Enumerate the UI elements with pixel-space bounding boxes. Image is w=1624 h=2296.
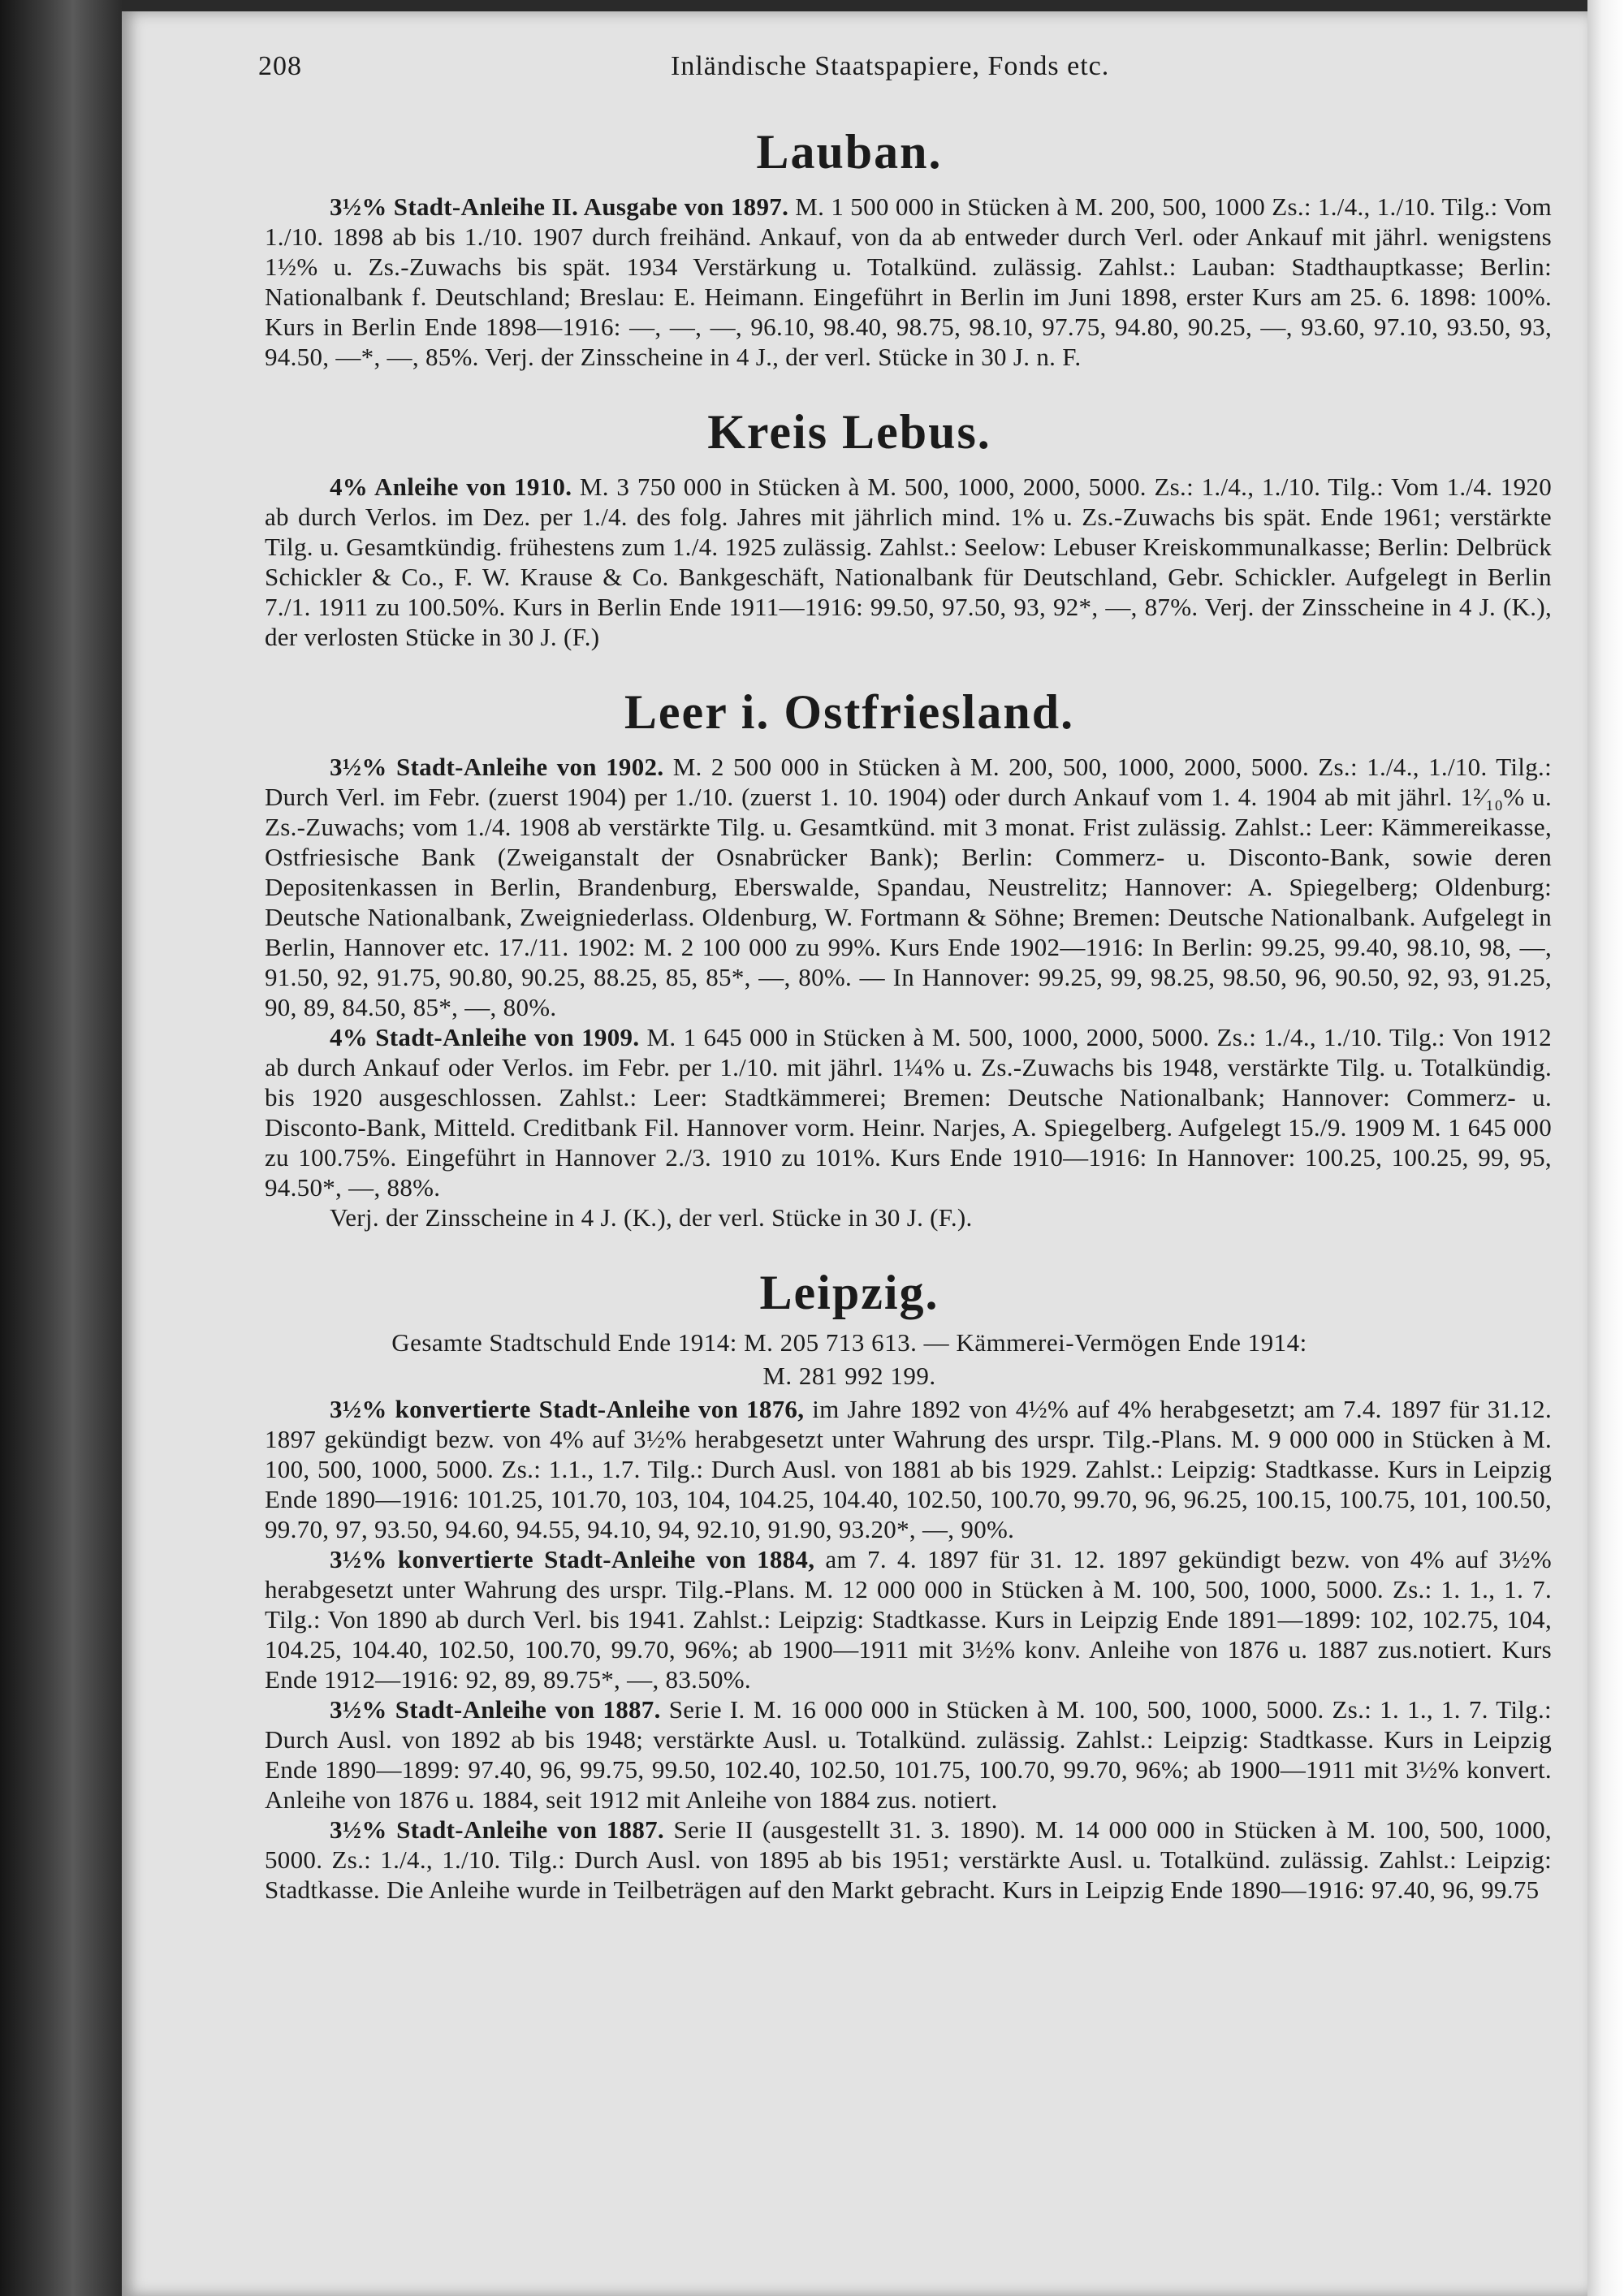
entry-heading: 3½% konvertierte Stadt-Anleihe von 1884, xyxy=(330,1545,815,1573)
entry-body: M. 1 500 000 in Stücken à M. 200, 500, 1000 Zs.: 1./4., 1./10. Tilg.: Vom 1./10. 1898 ab bis 1./10. 1907 durch freihänd. Ankauf, von da ab entweder durch Verl. oder Ankauf mit jährl. wenigstens 1½% u. Zs.-Zuwachs bis spät. 1934 Verstärkung u. Totalkünd. zulässig. Zahlst.: Lauban: Stadthauptkasse; Berlin: Nationalbank f. Deutschland; Breslau: E. Heimann. Eingeführt in Berlin im Juni 1898, erster Kurs am 25. 6. 1898: 100%. Kurs in Berlin Ende 1898—1916: —, —, —, 96.10, 98.40, 98.75, 98.10, 97.75, 94.80, 90.25, —, 93.60, 97.10, 93.50, 93, 94.50, —*, —, 85%. Verj. der Zinsscheine in 4 J., der verl. Stücke in 30 J. n. F. xyxy=(265,192,1552,371)
entry-leipzig-1887-serie-1 xyxy=(265,1694,1552,1815)
section-title-leer: Leer i. Ostfriesland. xyxy=(624,685,1075,739)
entry-body: im Jahre 1892 von 4½% auf 4% herabgesetzt; am 7.4. 1897 für 31.12. 1897 gekündigt bezw. von 4% auf 3½% herabgesetzt unter Wahrung des urspr. Tilg.-Plans. M. 9 000 000 in Stücken à M. 100, 500, 1000, 5000. Zs.: 1.1., 1.7. Tilg.: Durch Ausl. von 1881 ab bis 1929. Zahlst.: Leipzig: Stadtkasse. Kurs in Leipzig Ende 1890—1916: 101.25, 101.70, 103, 104, 104.25, 104.40, 102.50, 100.70, 99.70, 96, 96.25, 100.15, 100.75, 101, 100.50, 99.70, 97, 93.50, 94.60, 94.55, 94.10, 94, 92.10, 91.90, 93.20*, —, 90%. xyxy=(265,1395,1553,1543)
section-title-lauban: Lauban. xyxy=(756,125,943,179)
entry-leipzig-1887-serie-2 xyxy=(265,1815,1552,1905)
entry-heading: 3½% konvertierte Stadt-Anleihe von 1876, xyxy=(330,1395,805,1423)
note-leer-verjaehrung: Verj. der Zinsscheine in 4 J. (K.), der verl. Stücke in 30 J. (F.). xyxy=(330,1203,973,1232)
entry-body: am 7. 4. 1897 für 31. 12. 1897 gekündigt bezw. von 4% auf 3½% herabgesetzt unter Wahrung des urspr. Tilg.-Plans. M. 12 000 000 in Stücken à M. 100, 500, 1000, 5000. Zs.: 1. 1., 1. 7. Tilg.: Von 1890 ab durch Verl. bis 1941. Zahlst.: Leipzig: Stadtkasse. Kurs in Leipzig Ende 1891—1899: 102, 102.75, 104, 104.25, 104.40, 102.50, 100.70, 99.70, 96%; ab 1900—1911 mit 3½% konv. Anleihe von 1876 u. 1887 zus.notiert. Kurs Ende 1912—1916: 92, 89, 89.75*, —, 83.50%. xyxy=(265,1545,1552,1694)
entry-leipzig-1884 xyxy=(265,1544,1552,1694)
entry-heading: 4% Stadt-Anleihe von 1909. xyxy=(330,1023,640,1051)
entry-heading: 3½% Stadt-Anleihe II. Ausgabe von 1897. xyxy=(330,192,789,221)
leipzig-summary-line-1: Gesamte Stadtschuld Ende 1914: M. 205 713 613. — Kämmerei-Vermögen Ende 1914: xyxy=(391,1328,1307,1357)
entry-heading: 3½% Stadt-Anleihe von 1887. xyxy=(330,1695,661,1724)
entry-leer-1902 xyxy=(265,752,1552,1022)
entry-body: M. 1 645 000 in Stücken à M. 500, 1000, 2000, 5000. Zs.: 1./4., 1./10. Tilg.: Von 1912 ab durch Ankauf oder Verlos. im Febr. per 1./10. mit jährl. 1¼% u. Zs.-Zuwachs bis 1948, verstärkte Tilg. u. Totalkündig. bis 1920 ausgeschlossen. Zahlst.: Leer: Stadtkämmerei; Bremen: Deutsche Nationalbank; Hannover: Commerz- u. Disconto-Bank, Mitteld. Creditbank Fil. Hannover vorm. Heinr. Narjes, A. Spiegelberg. Aufgelegt 15./9. 1909 M. 1 645 000 zu 100.75%. Eingeführt in Hannover 2./3. 1910 zu 101%. Kurs Ende 1910—1916: In Hannover: 100.25, 100.25, 99, 95, 94.50*, —, 88%. xyxy=(265,1023,1552,1202)
entry-body: M. 3 750 000 in Stücken à M. 500, 1000, 2000, 5000. Zs.: 1./4., 1./10. Tilg.: Vom 1./4. 1920 ab durch Verlos. im Dez. per 1./4. des folg. Jahres mit jährlich mind. 1% u. Zs.-Zuwachs bis spät. Ende 1961; verstärkte Tilg. u. Gesamtkündig. frühestens zum 1./4. 1925 zulässig. Zahlst.: Seelow: Lebuser Kreiskommunalkasse; Berlin: Delbrück Schickler & Co., F. W. Krause & Co. Bankgeschäft, Nationalbank für Deutschland, Gebr. Schickler. Aufgelegt in Berlin 7./1. 1911 zu 100.50%. Kurs in Berlin Ende 1911—1916: 99.50, 97.50, 93, 92*, —, 87%. Verj. der Zinsscheine in 4 J. (K.), der verlosten Stücke in 30 J. (F.) xyxy=(265,473,1552,651)
entry-body: M. 2 500 000 in Stücken à M. 200, 500, 1000, 2000, 5000. Zs.: 1./4., 1./10. Tilg.: Durch Verl. im Febr. (zuerst 1904) per 1./10. (zuerst 1. 10. 1904) oder durch Ankauf vom 1. 4. 1904 ab mit jährl. 1²⁄₁₀% u. Zs.-Zuwachs; vom 1./4. 1908 ab verstärkte Tilg. u. Gesamtkünd. mit 3 monat. Frist zulässig. Zahlst.: Leer: Kämmereikasse, Ostfriesische Bank (Zweiganstalt der Osnabrücker Bank); Berlin: Commerz- u. Disconto-Bank, sowie deren Depositenkassen in Berlin, Brandenburg, Eberswalde, Spandau, Neustrelitz; Hannover: A. Spiegelberg; Oldenburg: Deutsche Nationalbank, Zweigniederlass. Oldenburg, W. Fortmann & Söhne; Bremen: Deutsche Nationalbank. Aufgelegt in Berlin, Hannover etc. 17./11. 1902: M. 2 100 000 zu 99%. Kurs Ende 1902—1916: In Berlin: 99.25, 99.40, 98.10, 98, —, 91.50, 92, 91.75, 90.80, 90.25, 88.25, 85, 85*, —, 80%. — In Hannover: 99.25, 99, 98.25, 98.50, 96, 90.50, 92, 93, 91.25, 90, 89, 84.50, 85*, —, 80%. xyxy=(265,753,1552,1021)
entry-heading: 4% Anleihe von 1910. xyxy=(330,473,572,501)
page-content xyxy=(143,37,1556,1905)
entry-leer-1909 xyxy=(265,1022,1552,1202)
entry-heading: 3½% Stadt-Anleihe von 1887. xyxy=(330,1815,664,1844)
entry-lauban-1897 xyxy=(265,192,1552,372)
section-title-leipzig: Leipzig. xyxy=(759,1266,939,1319)
entry-leipzig-1876 xyxy=(265,1394,1552,1544)
running-title: Inländische Staatspapiere, Fonds etc. xyxy=(671,51,1110,81)
page-number: 208 xyxy=(258,51,302,81)
leipzig-summary-line-2: M. 281 992 199. xyxy=(762,1362,936,1390)
entry-body: Serie I. M. 16 000 000 in Stücken à M. 100, 500, 1000, 5000. Zs.: 1. 1., 1. 7. Tilg.: Durch Ausl. von 1892 ab bis 1948; verstärkte Ausl. u. Totalkünd. zulässig. Zahlst.: Leipzig: Stadtkasse. Kurs in Leipzig Ende 1890—1899: 97.40, 96, 99.75, 99.50, 102.40, 102.50, 101.75, 100.70, 99.70, 96%; ab 1900—1911 mit 3½% konvert. Anleihe von 1876 u. 1884, seit 1912 mit Anleihe von 1884 zus. notiert. xyxy=(265,1695,1552,1814)
entry-heading: 3½% Stadt-Anleihe von 1902. xyxy=(330,753,664,781)
running-header xyxy=(143,37,1556,95)
page-edge xyxy=(1587,0,1624,2296)
entry-lebus-1910 xyxy=(265,472,1552,652)
section-title-kreis-lebus: Kreis Lebus. xyxy=(707,405,991,459)
entry-body: Serie II (ausgestellt 31. 3. 1890). M. 14 000 000 in Stücken à M. 100, 500, 1000, 5000. Zs.: 1./4., 1./10. Tilg.: Durch Ausl. von 1895 ab bis 1951; verstärkte Ausl. u. Totalkünd. zulässig. Zahlst.: Leipzig: Stadtkasse. Die Anleihe wurde in Teilbeträgen auf den Markt gebracht. Kurs in Leipzig Ende 1890—1916: 97.40, 96, 99.75 xyxy=(265,1815,1552,1904)
book-binding-shadow xyxy=(0,0,122,2296)
